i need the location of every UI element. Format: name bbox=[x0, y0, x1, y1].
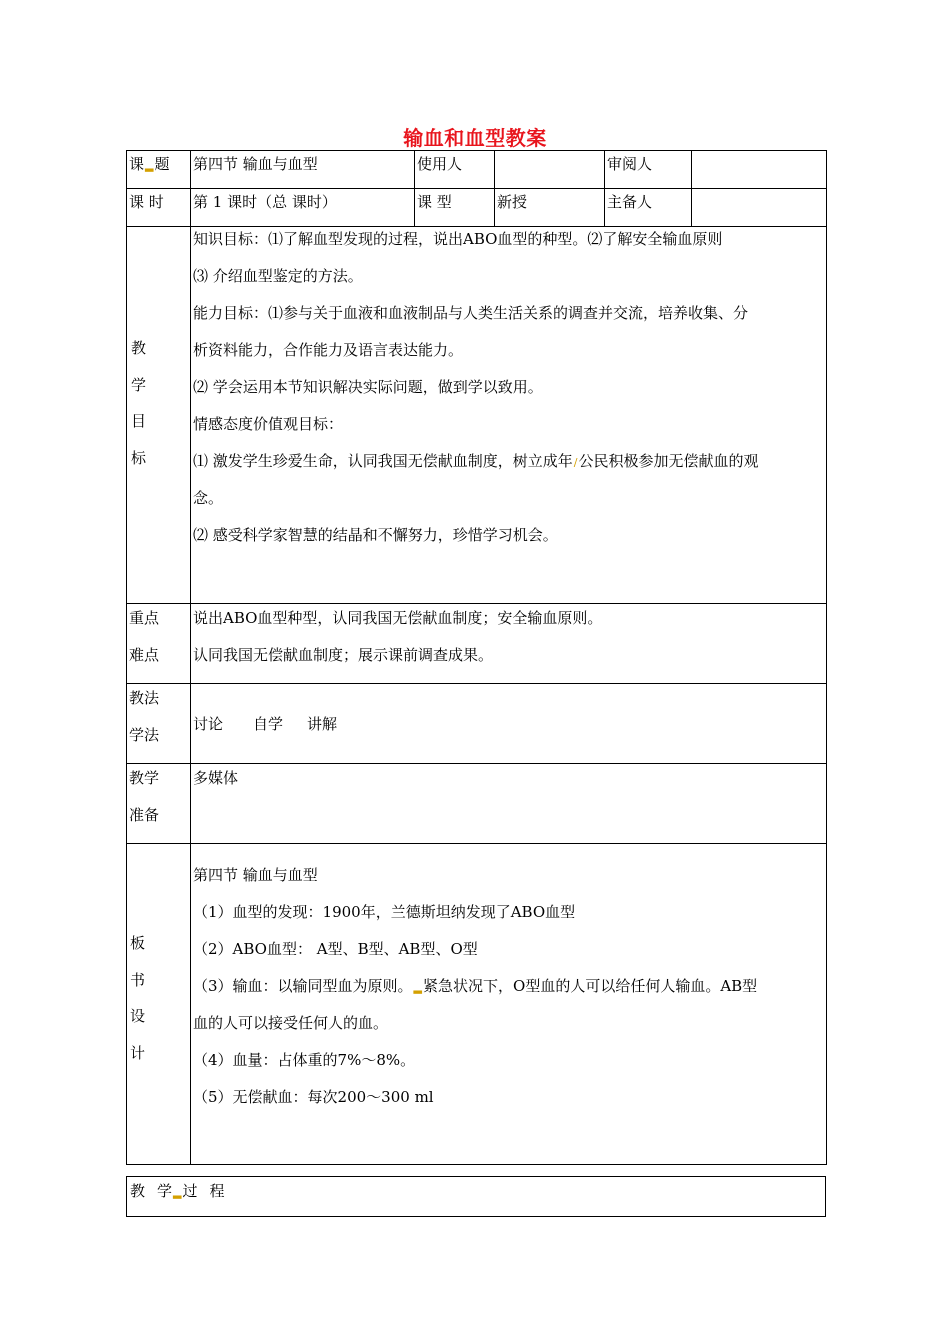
objective-line: 能力目标：⑴参与关于血液和血液制品与人类生活关系的调查并交流，培养收集、分 bbox=[193, 304, 749, 322]
objective-line: ⑵ 学会运用本节知识解决实际问题，做到学以致用。 bbox=[193, 378, 543, 396]
objectives-label: 教 学 目 标 bbox=[127, 227, 191, 604]
process-label: 教 学▂过 程 bbox=[127, 1177, 826, 1217]
difficulty-line: 认同我国无偿献血制度；展示课前调查成果。 bbox=[193, 646, 494, 664]
topic-label: 课▂题 bbox=[127, 151, 191, 189]
preparation-content: 多媒体 bbox=[191, 764, 827, 844]
reviewer-value bbox=[692, 151, 827, 189]
preparation-label: 教学 准备 bbox=[127, 764, 191, 844]
preparer-label: 主备人 bbox=[605, 189, 692, 227]
methods-row bbox=[127, 684, 827, 764]
objective-line: ⑵ 感受科学家智慧的结晶和不懈努力，珍惜学习机会。 bbox=[193, 526, 558, 544]
process-table bbox=[126, 1176, 826, 1217]
board-item: （3）输血：以输同型血为原则。▂紧急状况下，O型血的人可以给任何人输血。AB型 bbox=[193, 977, 758, 995]
board-content bbox=[191, 844, 827, 1165]
period-row bbox=[127, 189, 827, 227]
board-item: （1）血型的发现：1900年，兰德斯坦纳发现了ABO血型 bbox=[193, 903, 576, 921]
page-title: 输血和血型教案 bbox=[403, 126, 547, 150]
preparation-row bbox=[127, 764, 827, 844]
topic-row bbox=[127, 151, 827, 189]
methods-content: 讨论 自学 讲解 bbox=[191, 684, 827, 764]
user-value bbox=[495, 151, 605, 189]
key-points-row bbox=[127, 604, 827, 684]
objectives-content bbox=[191, 227, 827, 604]
objective-line: ⑴ 激发学生珍爱生命，认同我国无偿献血制度，树立成年∕公民积极参加无偿献血的观 bbox=[193, 452, 759, 470]
board-row bbox=[127, 844, 827, 1165]
objective-line: 念。 bbox=[193, 489, 224, 507]
key-points-label: 重点 难点 bbox=[127, 604, 191, 684]
lesson-plan-table bbox=[126, 150, 827, 1165]
board-label: 板 书 设 计 bbox=[127, 844, 191, 1165]
key-points-content bbox=[191, 604, 827, 684]
objective-line: ⑶ 介绍血型鉴定的方法。 bbox=[193, 267, 363, 285]
board-item: （4）血量：占体重的7%～8%。 bbox=[193, 1051, 416, 1069]
objective-line: 情感态度价值观目标： bbox=[193, 415, 344, 433]
objective-line: 析资料能力，合作能力及语言表达能力。 bbox=[193, 341, 464, 359]
type-value: 新授 bbox=[495, 189, 605, 227]
preparer-value bbox=[692, 189, 827, 227]
objectives-row bbox=[127, 227, 827, 604]
board-item: （2）ABO血型： A型、B型、AB型、O型 bbox=[193, 940, 478, 958]
type-label: 课 型 bbox=[415, 189, 495, 227]
board-heading: 第四节 输血与血型 bbox=[193, 866, 318, 884]
methods-label: 教法 学法 bbox=[127, 684, 191, 764]
period-label: 课 时 bbox=[127, 189, 191, 227]
objective-line: 知识目标：⑴了解血型发现的过程，说出ABO血型的种型。⑵了解安全输血原则 bbox=[193, 230, 723, 248]
board-item: （5）无偿献血：每次200～300 ml bbox=[193, 1088, 434, 1106]
period-value: 第 1 课时（总 课时） bbox=[191, 189, 415, 227]
key-point-line: 说出ABO血型种型，认同我国无偿献血制度；安全输血原则。 bbox=[193, 609, 603, 627]
user-label: 使用人 bbox=[415, 151, 495, 189]
board-item: 血的人可以接受任何人的血。 bbox=[193, 1014, 389, 1032]
topic-value: 第四节 输血与血型 bbox=[191, 151, 415, 189]
reviewer-label: 审阅人 bbox=[605, 151, 692, 189]
